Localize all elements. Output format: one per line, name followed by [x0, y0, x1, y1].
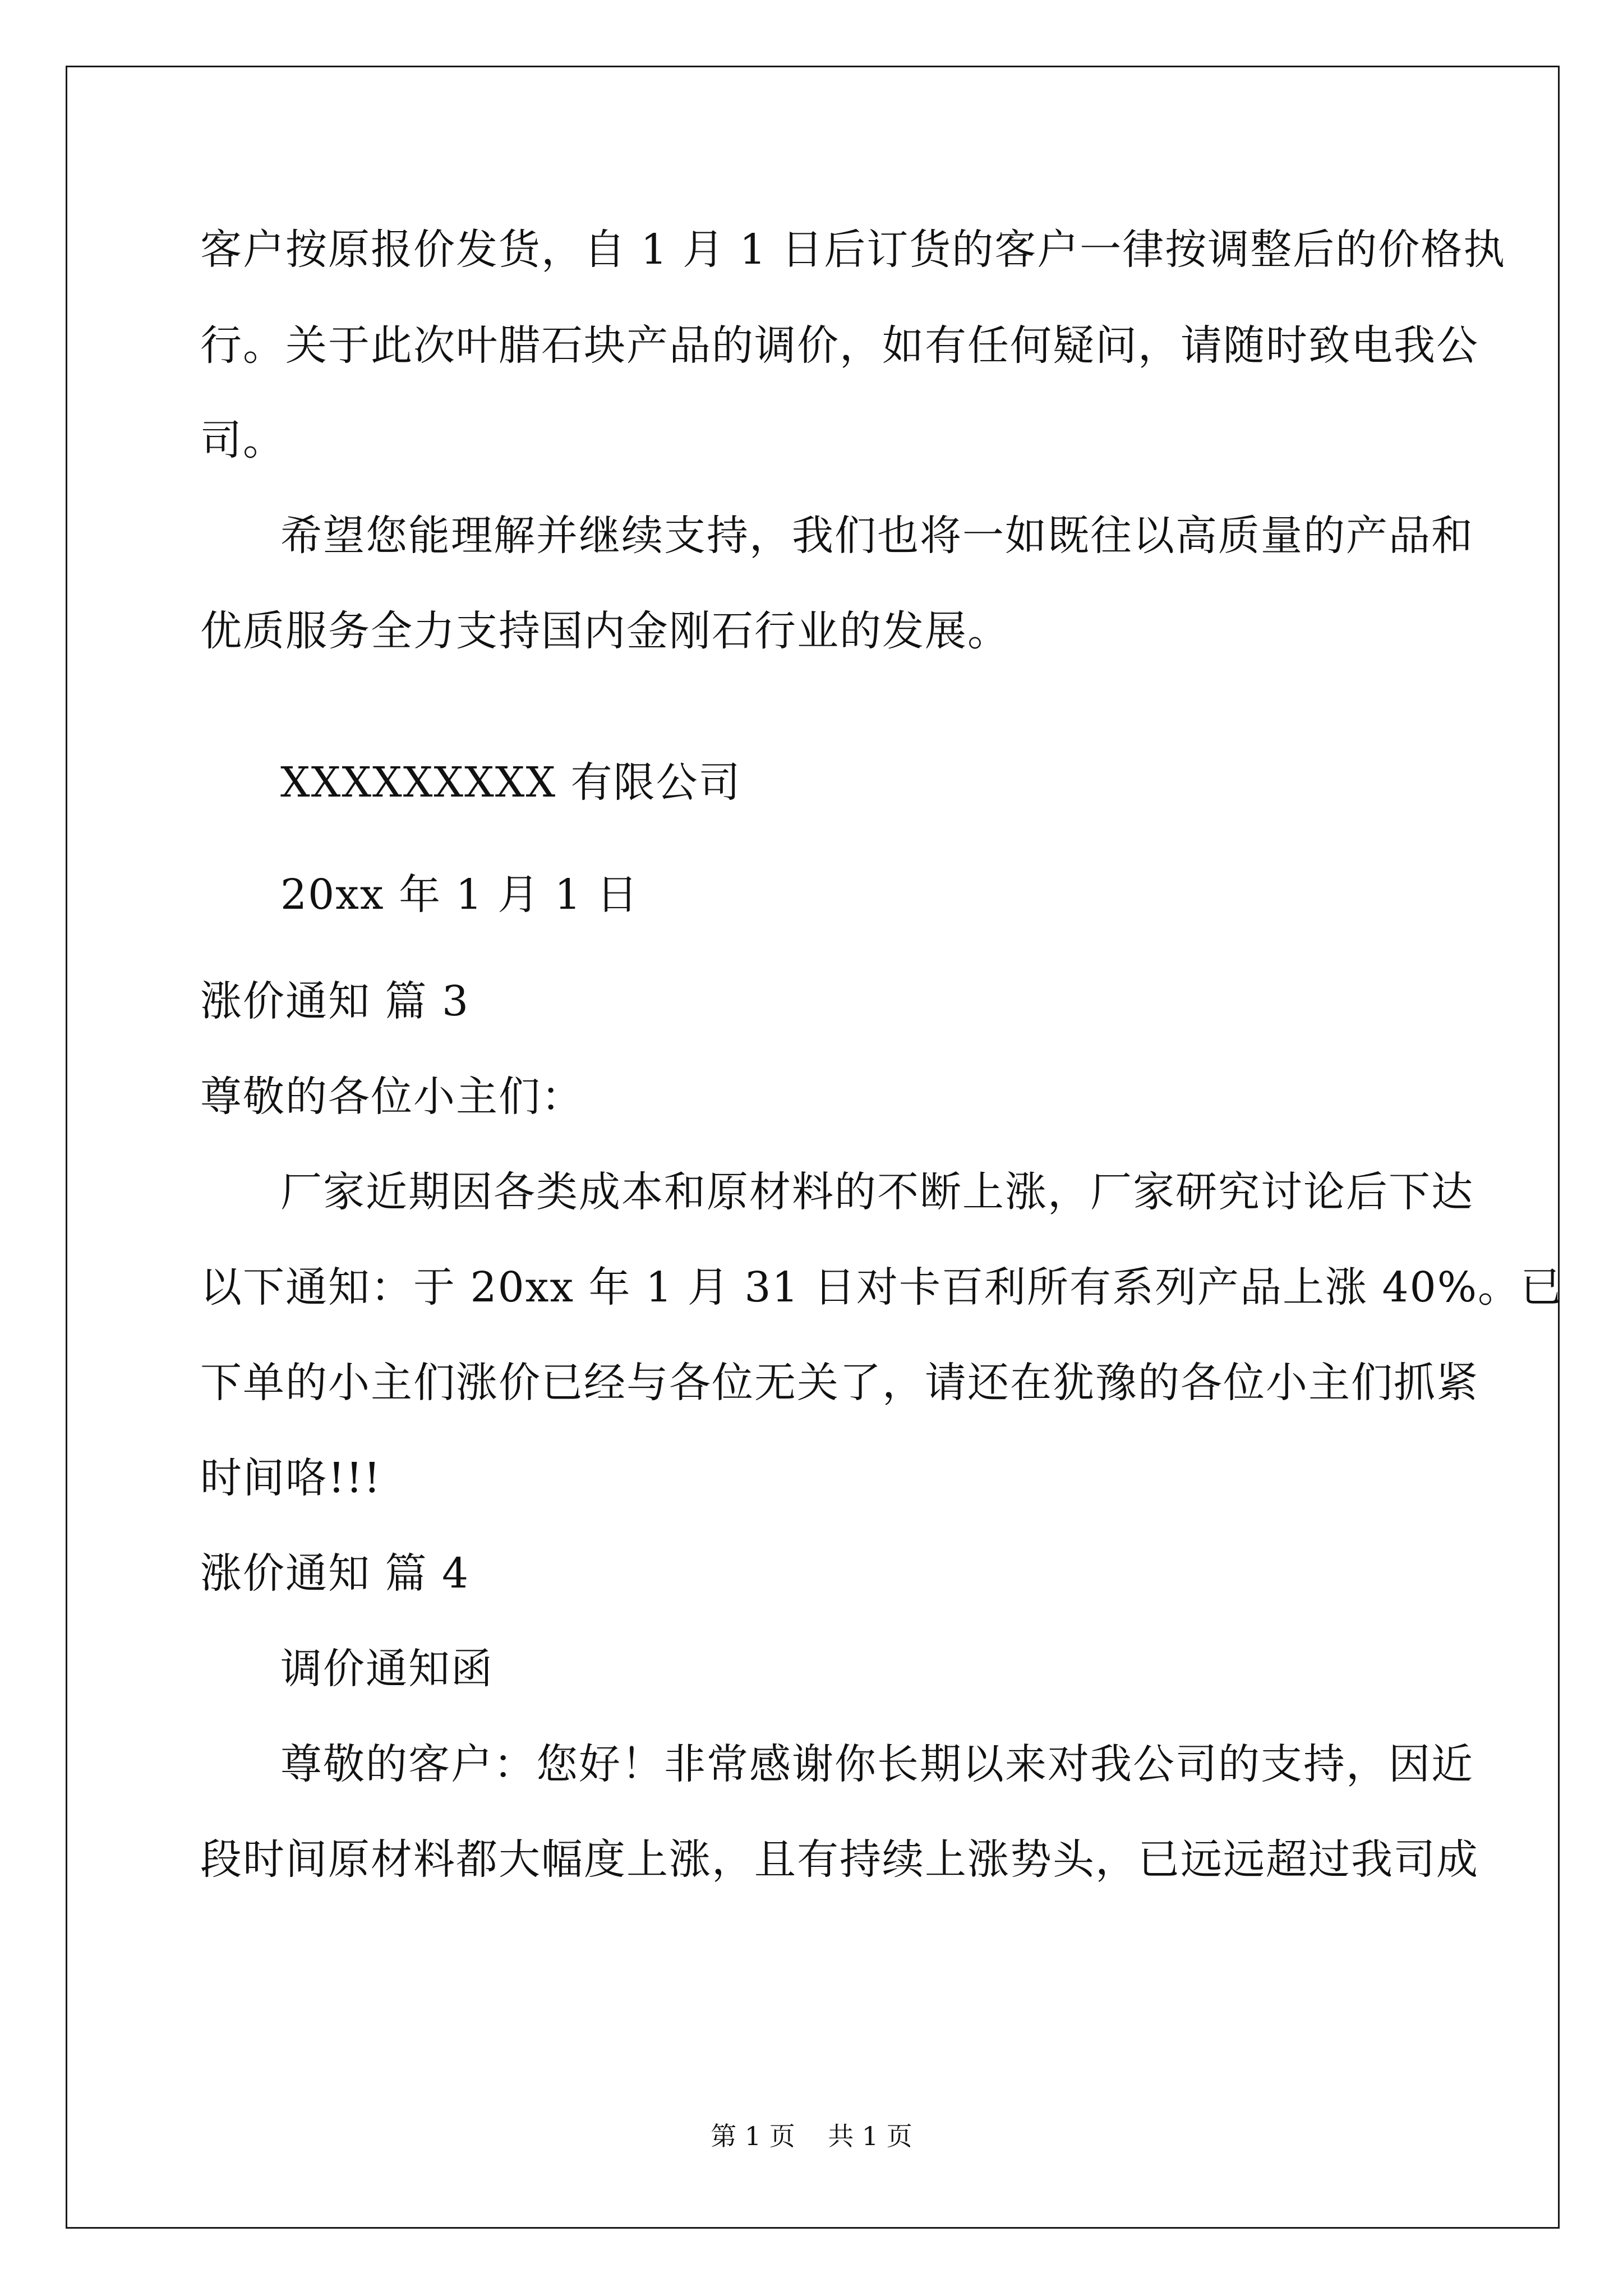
letter-title: 调价通知函 [280, 1645, 494, 1693]
text-line: 客户按原报价发货，自 1 月 1 日后订货的客户一律按调整后的价格执 [200, 226, 1506, 274]
text-line: 时间咯!!! [200, 1454, 382, 1502]
paragraph-first-line: 厂家近期因各类成本和原材料的不断上涨，厂家研究讨论后下达 [280, 1168, 1474, 1216]
text-line: 司。 [200, 416, 285, 464]
page-number-footer: 第 1 页 共 1 页 [711, 2121, 912, 2151]
text-line: 段时间原材料都大幅度上涨，且有持续上涨势头，已远远超过我司成 [200, 1835, 1479, 1884]
text-line: 优质服务全力支持国内金刚石行业的发展。 [200, 607, 1010, 655]
signature-date: 20xx 年 1 月 1 日 [280, 871, 639, 919]
page-border [66, 66, 1564, 2229]
paragraph-first-line: 尊敬的客户：您好！非常感谢你长期以来对我公司的支持，因近 [280, 1740, 1474, 1788]
section-heading: 涨价通知 篇 3 [200, 977, 470, 1025]
paragraph-first-line: 希望您能理解并继续支持，我们也将一如既往以高质量的产品和 [280, 512, 1474, 560]
section-heading: 涨价通知 篇 4 [200, 1549, 470, 1598]
company-signature: XXXXXXXXX 有限公司 [280, 758, 741, 807]
salutation: 尊敬的各位小主们： [200, 1073, 584, 1121]
text-line: 行。关于此次叶腊石块产品的调价，如有任何疑问，请随时致电我公 [200, 321, 1479, 370]
text-line: 以下通知：于 20xx 年 1 月 31 日对卡百利所有系列产品上涨 40%。已 [200, 1263, 1564, 1312]
text-line: 下单的小主们涨价已经与各位无关了，请还在犹豫的各位小主们抓紧 [200, 1359, 1479, 1407]
